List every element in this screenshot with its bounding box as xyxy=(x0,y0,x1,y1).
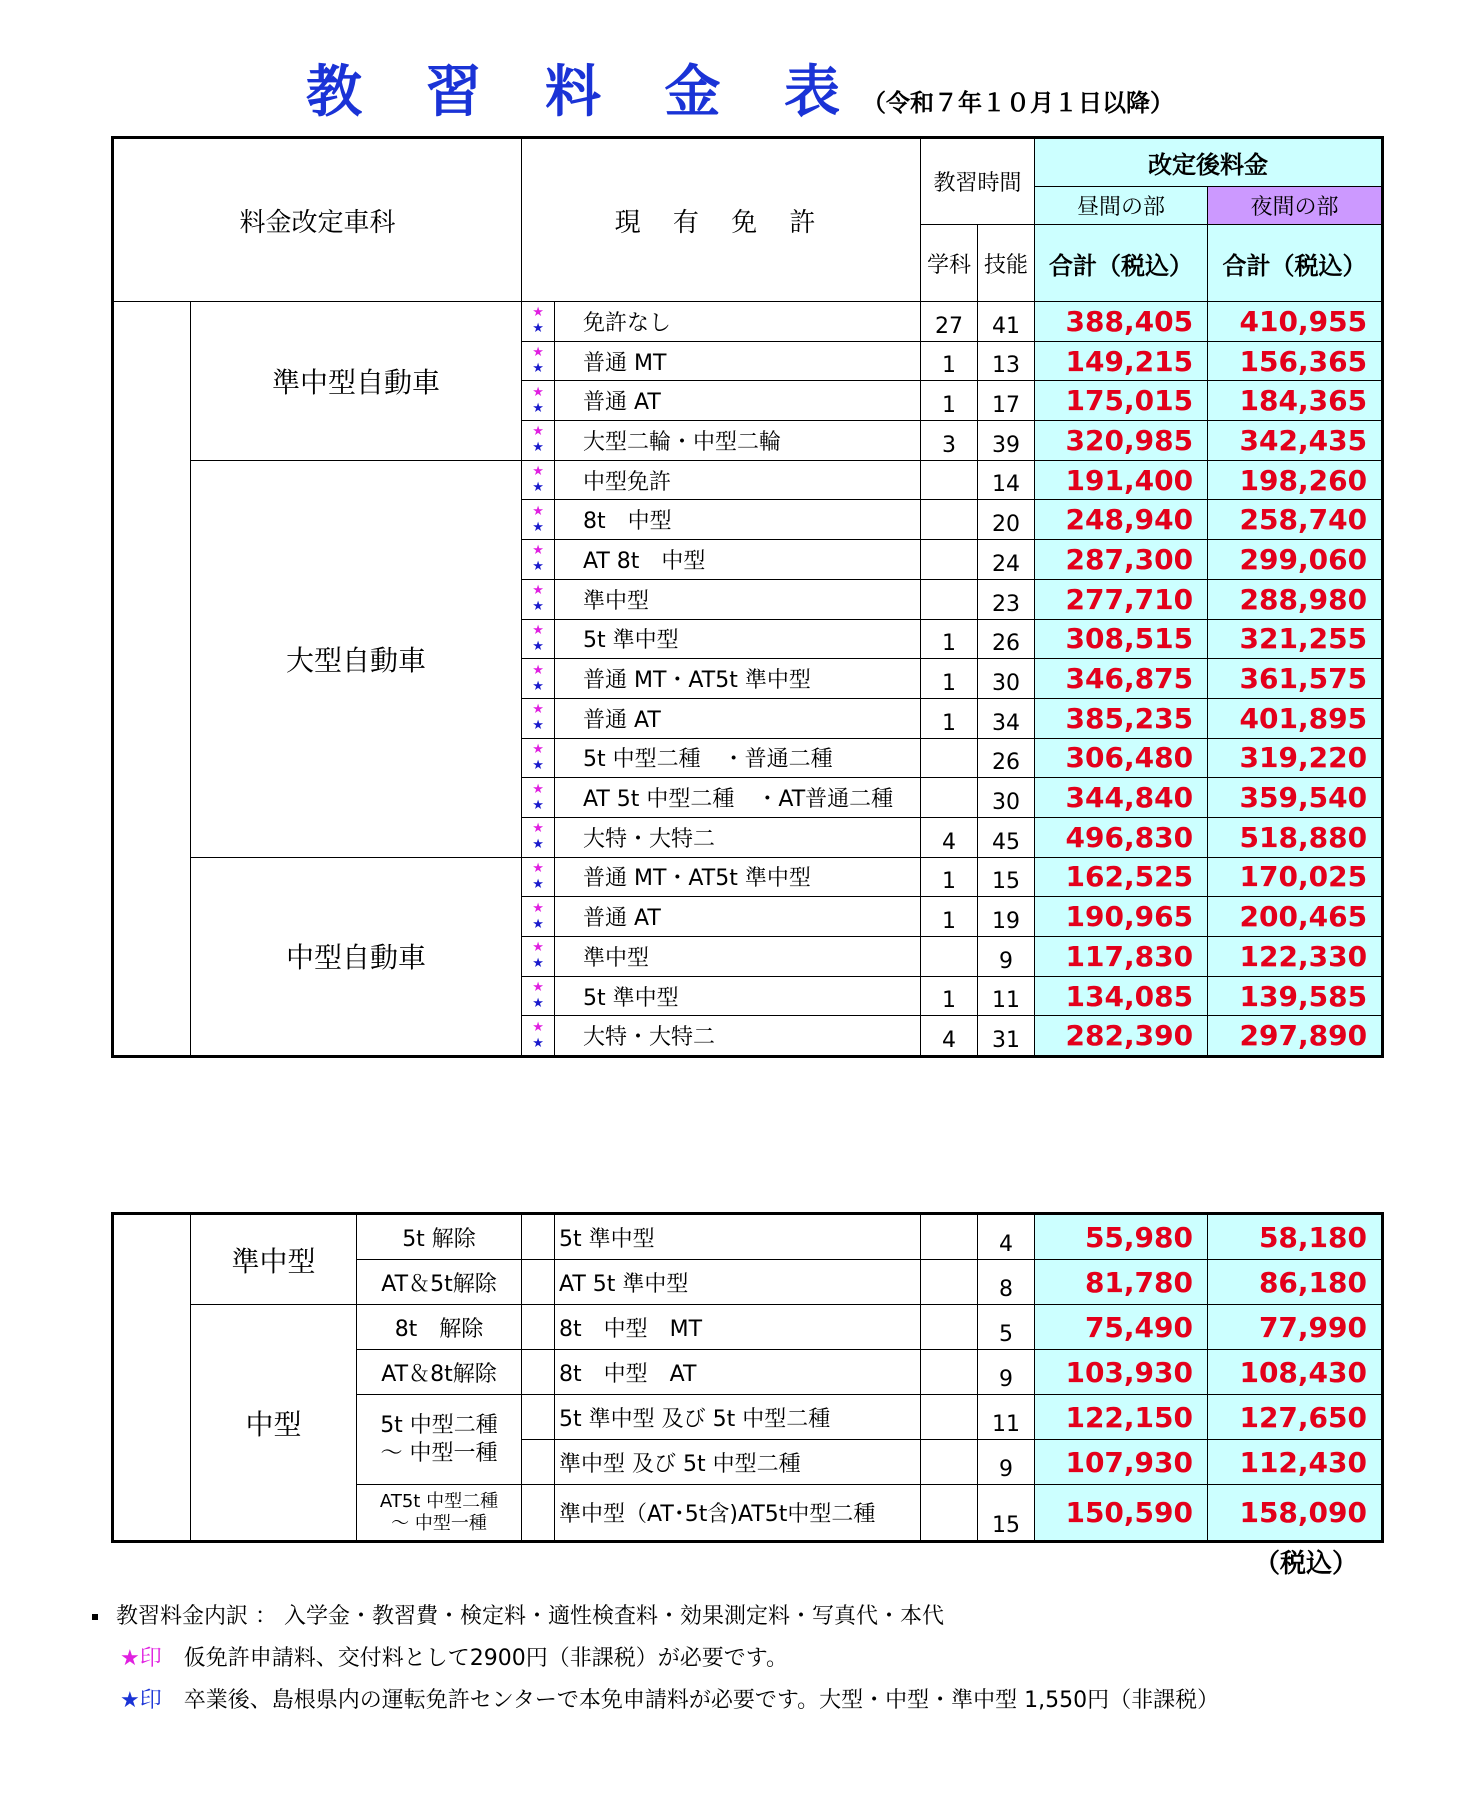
star-marks xyxy=(522,341,555,381)
magenta-star-icon: ★ xyxy=(532,345,544,361)
night-price: 112,430 xyxy=(1208,1440,1382,1485)
skill-hours: 5 xyxy=(978,1305,1035,1350)
night-price: 58,180 xyxy=(1208,1215,1382,1260)
blue-star-icon: ★ xyxy=(532,599,544,615)
night-price: 359,540 xyxy=(1208,778,1382,818)
star-marks xyxy=(522,817,555,857)
skill-hours: 19 xyxy=(978,897,1035,937)
removal-item: AT＆5t解除 xyxy=(357,1260,522,1305)
license-name: 普通 MT xyxy=(555,341,921,381)
skill-hours: 14 xyxy=(978,460,1035,500)
blue-star-icon: ★ xyxy=(532,519,544,535)
removal-item: 8t 解除 xyxy=(357,1305,522,1350)
day-price: 175,015 xyxy=(1035,381,1208,421)
skill-hours: 34 xyxy=(978,698,1035,738)
license-name: 免許なし xyxy=(555,302,921,342)
notes xyxy=(92,1596,1452,1722)
blue-star-icon: ★ xyxy=(532,876,544,892)
star-marks xyxy=(522,619,555,659)
spacer-cell xyxy=(522,1440,555,1485)
star-marks xyxy=(522,381,555,421)
theory-hours xyxy=(921,1485,978,1541)
license-name: 8t 中型 MT xyxy=(555,1305,921,1350)
removal-item-line1: 5t 中型二種 xyxy=(380,1412,498,1438)
fee-table xyxy=(113,138,1382,1056)
day-price: 75,490 xyxy=(1035,1305,1208,1350)
theory-hours: 1 xyxy=(921,698,978,738)
day-price: 149,215 xyxy=(1035,341,1208,381)
theory-hours: 1 xyxy=(921,619,978,659)
license-name: 5t 準中型 xyxy=(555,619,921,659)
skill-hours: 30 xyxy=(978,778,1035,818)
night-price: 198,260 xyxy=(1208,460,1382,500)
day-price: 81,780 xyxy=(1035,1260,1208,1305)
blue-star-icon: ★ xyxy=(532,996,544,1012)
blue-star-icon: ★ xyxy=(532,718,544,734)
star-marks xyxy=(522,460,555,500)
skill-hours: 13 xyxy=(978,341,1035,381)
note-breakdown-text: 教習料金内訳 ： 入学金・教習費・検定料・適性検査料・効果測定料・写真代・本代 xyxy=(116,1604,944,1629)
course-name: 中型 xyxy=(191,1305,357,1541)
header-theory: 学科 xyxy=(921,225,978,302)
magenta-star-icon: ★ xyxy=(532,424,544,440)
day-price: 150,590 xyxy=(1035,1485,1208,1541)
magenta-star-icon: ★ xyxy=(532,464,544,480)
license-name: 普通 AT xyxy=(555,381,921,421)
blue-star-icon: ★ xyxy=(532,678,544,694)
magenta-star-icon: ★ xyxy=(532,860,544,876)
skill-hours: 4 xyxy=(978,1215,1035,1260)
removal-item-line1: AT5t 中型二種 xyxy=(379,1490,499,1512)
blue-star-icon: ★ xyxy=(532,837,544,853)
spacer-cell xyxy=(522,1260,555,1305)
star-marks xyxy=(522,698,555,738)
course-name: 大型自動車 xyxy=(191,460,522,857)
skill-hours: 23 xyxy=(978,579,1035,619)
skill-hours: 17 xyxy=(978,381,1035,421)
theory-hours: 27 xyxy=(921,302,978,342)
day-price: 55,980 xyxy=(1035,1215,1208,1260)
license-name: 5t 中型二種 ・普通二種 xyxy=(555,738,921,778)
page-title: 教 習 料 金 表 xyxy=(306,60,862,125)
removal-item: 5t 解除 xyxy=(357,1215,522,1260)
license-name: 5t 準中型 xyxy=(555,1215,921,1260)
tax-note: （税込） xyxy=(1254,1549,1359,1579)
star-marks xyxy=(522,659,555,699)
day-price: 191,400 xyxy=(1035,460,1208,500)
theory-hours: 1 xyxy=(921,976,978,1016)
star-marks xyxy=(522,421,555,461)
license-name: 8t 中型 xyxy=(555,500,921,540)
magenta-star-icon: ★ xyxy=(532,821,544,837)
theory-hours: 4 xyxy=(921,1016,978,1056)
blue-star-icon: ★ xyxy=(532,638,544,654)
license-name: 普通 MT・AT5t 準中型 xyxy=(555,659,921,699)
header-skill: 技能 xyxy=(978,225,1035,302)
night-price: 139,585 xyxy=(1208,976,1382,1016)
star-marks xyxy=(522,937,555,977)
title-bar xyxy=(0,48,1480,128)
theory-hours xyxy=(921,778,978,818)
theory-hours: 4 xyxy=(921,817,978,857)
theory-hours xyxy=(921,500,978,540)
magenta-star-mark: ★印 xyxy=(120,1646,162,1671)
license-name: 大特・大特二 xyxy=(555,1016,921,1056)
magenta-star-icon: ★ xyxy=(532,305,544,321)
license-name: AT 5t 準中型 xyxy=(555,1260,921,1305)
skill-hours: 9 xyxy=(978,937,1035,977)
left-margin-cell xyxy=(114,1215,191,1541)
removal-item xyxy=(357,1485,522,1541)
skill-hours: 15 xyxy=(978,857,1035,897)
left-margin-cell xyxy=(114,302,191,1056)
license-name: 大特・大特二 xyxy=(555,817,921,857)
header-hours: 教習時間 xyxy=(921,139,1035,225)
removal-item xyxy=(357,1395,522,1485)
night-price: 319,220 xyxy=(1208,738,1382,778)
night-price: 518,880 xyxy=(1208,817,1382,857)
skill-hours: 26 xyxy=(978,738,1035,778)
limit-removal-table xyxy=(113,1214,1382,1541)
star-marks xyxy=(522,778,555,818)
theory-hours: 1 xyxy=(921,659,978,699)
course-name: 中型自動車 xyxy=(191,857,522,1055)
spacer-cell xyxy=(522,1485,555,1541)
day-price: 134,085 xyxy=(1035,976,1208,1016)
day-price: 308,515 xyxy=(1035,619,1208,659)
star-marks xyxy=(522,976,555,1016)
magenta-star-icon: ★ xyxy=(532,781,544,797)
theory-hours xyxy=(921,460,978,500)
blue-star-icon: ★ xyxy=(532,559,544,575)
magenta-star-icon: ★ xyxy=(532,702,544,718)
removal-item-line2: ～ 中型一種 xyxy=(391,1512,487,1534)
night-price: 200,465 xyxy=(1208,897,1382,937)
theory-hours xyxy=(921,738,978,778)
bullet-icon xyxy=(92,1614,98,1620)
day-price: 117,830 xyxy=(1035,937,1208,977)
magenta-star-icon: ★ xyxy=(532,980,544,996)
theory-hours xyxy=(921,1260,978,1305)
header-course: 料金改定車科 xyxy=(114,139,522,302)
night-price: 401,895 xyxy=(1208,698,1382,738)
page-subtitle: （令和７年１０月１日以降） xyxy=(861,89,1174,117)
theory-hours xyxy=(921,579,978,619)
blue-star-icon: ★ xyxy=(532,440,544,456)
license-name: 中型免許 xyxy=(555,460,921,500)
night-price: 170,025 xyxy=(1208,857,1382,897)
note-breakdown xyxy=(92,1596,1452,1638)
note-magenta xyxy=(92,1638,1452,1680)
day-price: 103,930 xyxy=(1035,1350,1208,1395)
skill-hours: 24 xyxy=(978,540,1035,580)
blue-star-icon: ★ xyxy=(532,916,544,932)
license-name: 準中型 xyxy=(555,937,921,977)
license-name: 準中型（AT･5t含)AT5t中型二種 xyxy=(555,1485,921,1541)
skill-hours: 30 xyxy=(978,659,1035,699)
magenta-star-icon: ★ xyxy=(532,1019,544,1035)
star-marks xyxy=(522,500,555,540)
day-price: 282,390 xyxy=(1035,1016,1208,1056)
header-night: 夜間の部 xyxy=(1208,187,1382,225)
night-price: 86,180 xyxy=(1208,1260,1382,1305)
blue-star-icon: ★ xyxy=(532,361,544,377)
note-blue-text: 卒業後、島根県内の運転免許センターで本免申請料が必要です。大型・中型・準中型 1,550円（非課税） xyxy=(183,1688,1220,1713)
skill-hours: 20 xyxy=(978,500,1035,540)
star-marks xyxy=(522,857,555,897)
night-price: 156,365 xyxy=(1208,341,1382,381)
license-name: 5t 準中型 xyxy=(555,976,921,1016)
day-price: 190,965 xyxy=(1035,897,1208,937)
header-license: 現 有 免 許 xyxy=(522,139,921,302)
table-row xyxy=(114,460,1382,500)
star-marks xyxy=(522,540,555,580)
theory-hours xyxy=(921,937,978,977)
spacer-cell xyxy=(522,1395,555,1440)
skill-hours: 45 xyxy=(978,817,1035,857)
blue-star-icon: ★ xyxy=(532,956,544,972)
day-price: 344,840 xyxy=(1035,778,1208,818)
day-price: 385,235 xyxy=(1035,698,1208,738)
theory-hours xyxy=(921,1305,978,1350)
night-price: 288,980 xyxy=(1208,579,1382,619)
spacer-cell xyxy=(522,1350,555,1395)
star-marks xyxy=(522,738,555,778)
license-name: 5t 準中型 及び 5t 中型二種 xyxy=(555,1395,921,1440)
night-price: 108,430 xyxy=(1208,1350,1382,1395)
day-price: 248,940 xyxy=(1035,500,1208,540)
night-price: 321,255 xyxy=(1208,619,1382,659)
day-price: 107,930 xyxy=(1035,1440,1208,1485)
star-marks xyxy=(522,302,555,342)
theory-hours xyxy=(921,1350,978,1395)
table-row xyxy=(114,1305,1382,1350)
magenta-star-icon: ★ xyxy=(532,384,544,400)
day-price: 287,300 xyxy=(1035,540,1208,580)
night-price: 410,955 xyxy=(1208,302,1382,342)
removal-item-line2: ～ 中型一種 xyxy=(380,1440,498,1466)
note-magenta-text: 仮免許申請料、交付料として2900円（非課税）が必要です。 xyxy=(183,1646,788,1671)
magenta-star-icon: ★ xyxy=(532,583,544,599)
license-name: 準中型 xyxy=(555,579,921,619)
night-price: 299,060 xyxy=(1208,540,1382,580)
magenta-star-icon: ★ xyxy=(532,503,544,519)
night-price: 297,890 xyxy=(1208,1016,1382,1056)
course-name: 準中型 xyxy=(191,1215,357,1305)
note-blue xyxy=(92,1680,1452,1722)
star-marks xyxy=(522,897,555,937)
night-price: 342,435 xyxy=(1208,421,1382,461)
day-price: 346,875 xyxy=(1035,659,1208,699)
license-name: 8t 中型 AT xyxy=(555,1350,921,1395)
night-price: 258,740 xyxy=(1208,500,1382,540)
skill-hours: 31 xyxy=(978,1016,1035,1056)
magenta-star-icon: ★ xyxy=(532,741,544,757)
skill-hours: 8 xyxy=(978,1260,1035,1305)
blue-star-icon: ★ xyxy=(532,400,544,416)
blue-star-icon: ★ xyxy=(532,757,544,773)
magenta-star-icon: ★ xyxy=(532,662,544,678)
theory-hours xyxy=(921,1215,978,1260)
night-price: 158,090 xyxy=(1208,1485,1382,1541)
star-marks xyxy=(522,1016,555,1056)
night-price: 122,330 xyxy=(1208,937,1382,977)
skill-hours: 9 xyxy=(978,1350,1035,1395)
blue-star-icon: ★ xyxy=(532,797,544,813)
blue-star-icon: ★ xyxy=(532,480,544,496)
day-price: 122,150 xyxy=(1035,1395,1208,1440)
skill-hours: 39 xyxy=(978,421,1035,461)
skill-hours: 11 xyxy=(978,1395,1035,1440)
skill-hours: 41 xyxy=(978,302,1035,342)
night-price: 77,990 xyxy=(1208,1305,1382,1350)
blue-star-mark: ★印 xyxy=(120,1688,162,1713)
license-name: AT 8t 中型 xyxy=(555,540,921,580)
table-row xyxy=(114,1215,1382,1260)
night-price: 361,575 xyxy=(1208,659,1382,699)
magenta-star-icon: ★ xyxy=(532,940,544,956)
license-name: 普通 MT・AT5t 準中型 xyxy=(555,857,921,897)
license-name: 大型二輪・中型二輪 xyxy=(555,421,921,461)
theory-hours: 3 xyxy=(921,421,978,461)
day-price: 496,830 xyxy=(1035,817,1208,857)
blue-star-icon: ★ xyxy=(532,321,544,337)
skill-hours: 15 xyxy=(978,1485,1035,1541)
day-price: 306,480 xyxy=(1035,738,1208,778)
magenta-star-icon: ★ xyxy=(532,900,544,916)
header-fee: 改定後料金 xyxy=(1035,139,1382,187)
license-name: 普通 AT xyxy=(555,698,921,738)
theory-hours: 1 xyxy=(921,381,978,421)
theory-hours xyxy=(921,1440,978,1485)
skill-hours: 9 xyxy=(978,1440,1035,1485)
spacer-cell xyxy=(522,1215,555,1260)
skill-hours: 11 xyxy=(978,976,1035,1016)
night-price: 184,365 xyxy=(1208,381,1382,421)
header-total-night: 合計（税込） xyxy=(1208,225,1382,302)
magenta-star-icon: ★ xyxy=(532,622,544,638)
day-price: 320,985 xyxy=(1035,421,1208,461)
skill-hours: 26 xyxy=(978,619,1035,659)
removal-item: AT＆8t解除 xyxy=(357,1350,522,1395)
license-name: AT 5t 中型二種 ・AT普通二種 xyxy=(555,778,921,818)
night-price: 127,650 xyxy=(1208,1395,1382,1440)
header-day: 昼間の部 xyxy=(1035,187,1208,225)
license-name: 普通 AT xyxy=(555,897,921,937)
star-marks xyxy=(522,579,555,619)
table-row xyxy=(114,302,1382,342)
theory-hours: 1 xyxy=(921,857,978,897)
license-name: 準中型 及び 5t 中型二種 xyxy=(555,1440,921,1485)
day-price: 388,405 xyxy=(1035,302,1208,342)
day-price: 162,525 xyxy=(1035,857,1208,897)
day-price: 277,710 xyxy=(1035,579,1208,619)
course-name: 準中型自動車 xyxy=(191,302,522,461)
table-row xyxy=(114,857,1382,897)
spacer-cell xyxy=(522,1305,555,1350)
theory-hours xyxy=(921,1395,978,1440)
header-total-day: 合計（税込） xyxy=(1035,225,1208,302)
blue-star-icon: ★ xyxy=(532,1035,544,1051)
magenta-star-icon: ★ xyxy=(532,543,544,559)
theory-hours: 1 xyxy=(921,897,978,937)
theory-hours xyxy=(921,540,978,580)
theory-hours: 1 xyxy=(921,341,978,381)
